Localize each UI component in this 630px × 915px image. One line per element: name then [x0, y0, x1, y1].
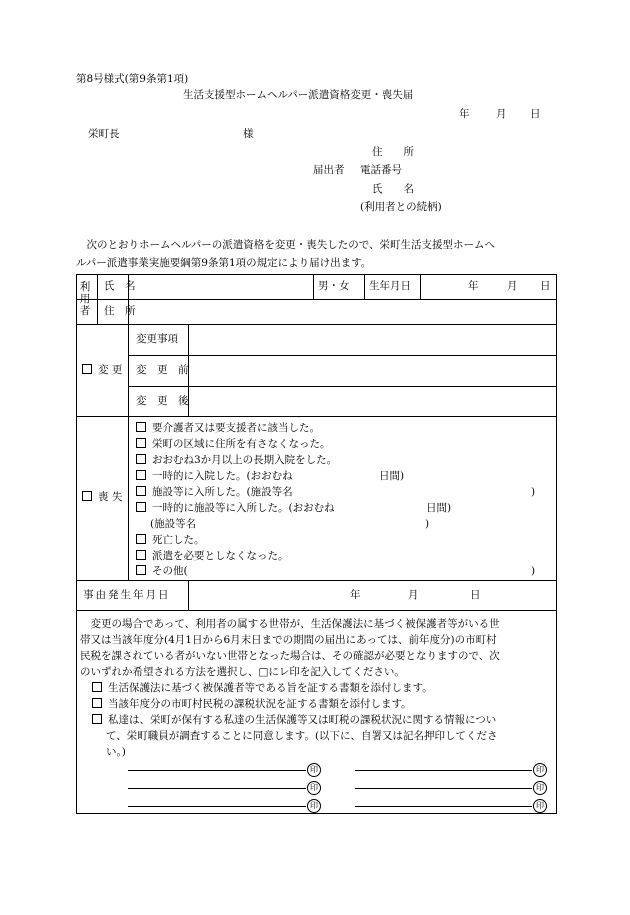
consent-option-continued: て、栄町職員が調査することに同意します。(以下に、自署又は記名押印してくださ — [106, 730, 498, 742]
intro-line-1: 次のとおりホームヘルパーの派遣資格を変更・喪失したので、栄町生活支援型ホームへ — [76, 239, 496, 251]
user-birth-label: 生年月日 — [369, 280, 411, 292]
seal-mark-icon: 印 — [533, 799, 547, 813]
user-birth-day: 日 — [540, 280, 551, 292]
consent-option: 私達は、栄町が保有する私達の生活保護等又は町税の課税状況に関する情報につい — [92, 713, 496, 727]
occurrence-year: 年 — [350, 589, 361, 601]
loss-item-checkbox[interactable] — [136, 454, 146, 464]
loss-close-paren: ) — [425, 518, 430, 530]
loss-item-checkbox[interactable] — [136, 470, 146, 480]
loss-days-suffix: 日間) — [379, 470, 405, 482]
change-checkbox[interactable] — [82, 364, 92, 374]
consent-option: 生活保護法に基づく被保護者等である旨を証する書類を添付します。 — [92, 681, 433, 695]
user-section-label: 利用者 — [79, 281, 91, 317]
seal-mark-icon: 印 — [533, 781, 547, 795]
header-month: 月 — [496, 108, 507, 120]
loss-item: 死亡した。 — [136, 533, 205, 547]
change-before-label: 変 更 前 — [136, 364, 189, 376]
loss-label: 喪 失 — [82, 490, 122, 504]
loss-item: 施設等に入所した。(施設等名 — [136, 485, 293, 499]
consent-paragraph-line: 変更の場合であって、利用者の属する世帯が、生活保護法に基づく被保護者等がいる世 — [80, 618, 500, 630]
change-item-label: 変更事項 — [136, 333, 178, 345]
consent-option-checkbox[interactable] — [92, 714, 102, 724]
loss-facility-name: (施設等名 — [150, 518, 197, 530]
loss-item: その他( — [136, 564, 188, 578]
loss-item: 一時的に施設等に入所した。(おおむね — [136, 501, 335, 515]
consent-option-checkbox[interactable] — [92, 698, 102, 708]
loss-item: 一時的に入院した。(おおむね — [136, 469, 293, 483]
change-after-label: 変 更 後 — [136, 395, 189, 407]
loss-item: 要介護者又は要支援者に該当した。 — [136, 421, 320, 435]
signature-line[interactable] — [128, 770, 306, 771]
seal-mark-icon: 印 — [307, 799, 321, 813]
occurrence-month: 月 — [408, 589, 419, 601]
signature-line[interactable] — [355, 806, 532, 807]
applicant-relation-label: (利用者との続柄) — [360, 201, 442, 213]
loss-checkbox[interactable] — [82, 491, 92, 501]
applicant-name-label: 氏 名 — [372, 183, 414, 195]
form-number: 第8号様式(第9条第1項) — [76, 73, 189, 85]
applicant-address-label: 住 所 — [372, 146, 414, 158]
consent-paragraph-line: 民税を課されている者がいない世帯となった場合は、その確認が必要となりますので、次 — [80, 650, 500, 662]
header-day: 日 — [530, 108, 541, 120]
intro-line-2: ルパー派遣事業実施要綱第9条第1項の規定により届け出ます。 — [76, 257, 372, 269]
loss-item-checkbox[interactable] — [136, 534, 146, 544]
user-name-label: 氏 名 — [104, 280, 136, 292]
signature-line[interactable] — [355, 770, 532, 771]
user-birth-month: 月 — [507, 280, 518, 292]
applicant-label: 届出者 — [313, 164, 345, 176]
addressee: 栄町長 — [88, 128, 120, 140]
loss-item-checkbox[interactable] — [136, 422, 146, 432]
applicant-phone-label: 電話番号 — [360, 164, 402, 176]
consent-paragraph-line: のいずれか希望される方法を選択し、□にレ印を記入してください。 — [80, 666, 405, 678]
occurrence-day: 日 — [470, 589, 481, 601]
loss-item-checkbox[interactable] — [136, 502, 146, 512]
header-year: 年 — [459, 108, 470, 120]
form-title: 生活支援型ホームヘルパー派遣資格変更・喪失届 — [183, 89, 414, 101]
signature-line[interactable] — [128, 806, 306, 807]
user-birth-year: 年 — [468, 280, 479, 292]
loss-item: 栄町の区域に住所を有さなくなった。 — [136, 437, 331, 451]
consent-option-continued: い。) — [106, 746, 126, 758]
consent-option: 当該年度分の市町村民税の課税状況を証する書類を添付します。 — [92, 697, 412, 711]
seal-mark-icon: 印 — [307, 781, 321, 795]
loss-item-checkbox[interactable] — [136, 438, 146, 448]
loss-item-checkbox[interactable] — [136, 550, 146, 560]
occurrence-label: 事由発生年月日 — [83, 589, 171, 601]
loss-days-suffix: 日間) — [426, 502, 452, 514]
honorific: 様 — [243, 128, 254, 140]
user-gender: 男・女 — [318, 280, 350, 292]
signature-line[interactable] — [128, 788, 306, 789]
loss-item: おおむね3か月以上の長期入院をした。 — [136, 453, 337, 467]
loss-item: 派遣を必要としなくなった。 — [136, 549, 289, 563]
consent-paragraph-line: 帯又は当該年度分(4月1日から6月末日までの期間の届出にあっては、前年度分)の市町村 — [80, 634, 497, 646]
loss-close-paren: ) — [531, 565, 536, 577]
seal-mark-icon: 印 — [533, 763, 547, 777]
consent-option-checkbox[interactable] — [92, 682, 102, 692]
loss-close-paren: ) — [531, 486, 536, 498]
signature-line[interactable] — [355, 788, 532, 789]
seal-mark-icon: 印 — [307, 763, 321, 777]
loss-item-checkbox[interactable] — [136, 565, 146, 575]
change-label: 変 更 — [82, 363, 122, 377]
loss-item-checkbox[interactable] — [136, 486, 146, 496]
user-address-label: 住 所 — [104, 305, 136, 317]
